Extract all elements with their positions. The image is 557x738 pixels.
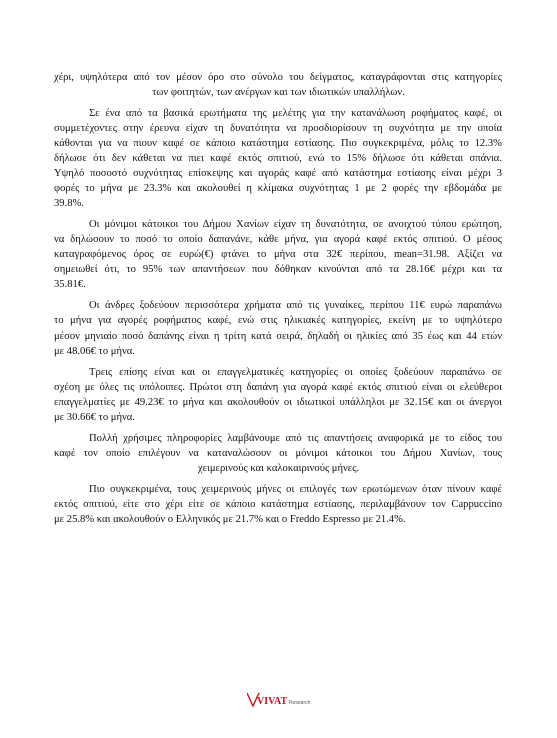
text-line: Οι άνδρες ξοδεύουν περισσότερα χρήματα από τις γυναίκες, περίπου 11€ ευρώ παραπάνω [89,300,502,311]
text-line: σχέση με όλες τις υπόλοιπες. Πρώτοι στη δαπάνη για αγορά καφέ εκτός σπιτιού είναι οι ελεύθεροι [54,382,502,393]
text-line: καταγραφόμενος όρος σε ευρώ(€) φτάνει το μήνα στα 32€ περίπου, mean=31.98. Αξίζει να [54,249,502,260]
logo-text: VIVAT [257,696,288,707]
text-line: Οι μόνιμοι κάτοικοι του Δήμου Χανίων είχαν τη δυνατότητα, σε ανοιχτού τύπου ερώτηση, [89,219,502,230]
text-line: 35.81€. [54,279,86,290]
logo-subtext: Research [289,700,311,706]
text-line: συμμετέχοντες στην έρευνα είχαν τη δυνατότητα να προσδιορίσουν τη συχνότητα με την οποία [54,123,502,134]
text-line: χέρι, υψηλότερα από τον μέσον όρο στο σύνολο του δείγματος, καταγράφονται στις κατηγορίες [54,72,502,83]
text-line: το μήνα για αγορές ροφήματος καφέ, ενώ στις ηλικιακές κατηγορίες, εκείνη με το υψηλότερο [54,315,502,326]
text-line: των φοιτητών, των ανέργων και των ιδιωτικών υπαλλήλων. [152,87,405,98]
text-line: με 25.8% και ακολουθούν ο Ελληνικός με 21.7% και ο Freddo Espresso με 21.4%. [54,514,406,525]
text-line: να δηλώσουν το ποσό το οποίο δαπανάνε, κάθε μήνα, για αγορά καφέ εκτός σπιτιού. Ο μέσος [54,234,502,245]
text-line: Σε ένα από τα βασικά ερωτήματα της μελέτης για την κατανάλωση ροφήματος καφέ, οι [89,108,502,119]
vivat-logo [247,690,311,708]
text-line: κάθονται για να πιουν καφέ σε κάποιο κατάστημα εστίασης. Πιο συγκεκριμένα, μόλις το 12.3% [54,138,502,149]
text-line: φορές το μήνα με 23.3% και ακολουθεί η κλίμακα συχνότητας 1 με 2 φορές την εβδομάδα με [54,183,502,194]
text-line: επαγγελματίες με 49.23€ το μήνα και ακολουθούν οι ιδιωτικοί υπάλληλοι με 32.15€ και οι άνεργοι [54,397,502,408]
text-line: μέσον μηνιαίο ποσό δαπάνης είναι η τρίτη κατά σειρά, δηλαδή οι ηλικίες από 35 έως και 44 ετών [54,331,502,342]
text-line: δήλωσε ότι δεν κάθεται να πιει καφέ εκτός σπιτιού, ενώ το 15% δήλωσε ότι κάθεται σπάνια. [54,153,502,164]
text-line: με 48.06€ το μήνα. [54,346,135,357]
text-line: Πολλή χρήσιμες πληροφορίες λαμβάνουμε από τις απαντήσεις αναφορικά με το είδος του [89,433,502,444]
text-line: 39.8%. [54,198,85,209]
text-line: Τρεις επίσης είναι και οι επαγγελματικές κατηγορίες οι οποίες ξοδεύουν παραπάνω σε [89,367,502,378]
text-line: με 30.66€ το μήνα. [54,412,135,423]
text-line: Υψηλό ποσοστό συχνότητας επίσκεψης και αγοράς καφέ από κατάστημα εστίασης είναι μέχρι 3 [54,168,502,179]
text-line: σημειωθεί ότι, το 95% των απαντήσεων που δόθηκαν κινούνται από τα 28.16€ μέχρι και τα [54,264,502,275]
vivat-logo-mark [247,690,311,708]
text-line: Πιο συγκεκριμένα, τους χειμερινούς μήνες οι επιλογές των ερωτώμενων όταν πίνουν καφέ [89,484,502,495]
text-line: εκτός σπιτιού, είτε στο χέρι είτε σε κάποιο κατάστημα εστίασης, περιλαμβάνουν τον Cappuccino [54,499,502,510]
text-line: χειμερινούς και καλοκαιρινούς μήνες. [197,463,360,474]
text-line: καφέ τον οποίο επιλέγουν να καταναλώσουν οι μόνιμοι κάτοικοι του Δήμου Χανίων, τους [54,448,502,459]
